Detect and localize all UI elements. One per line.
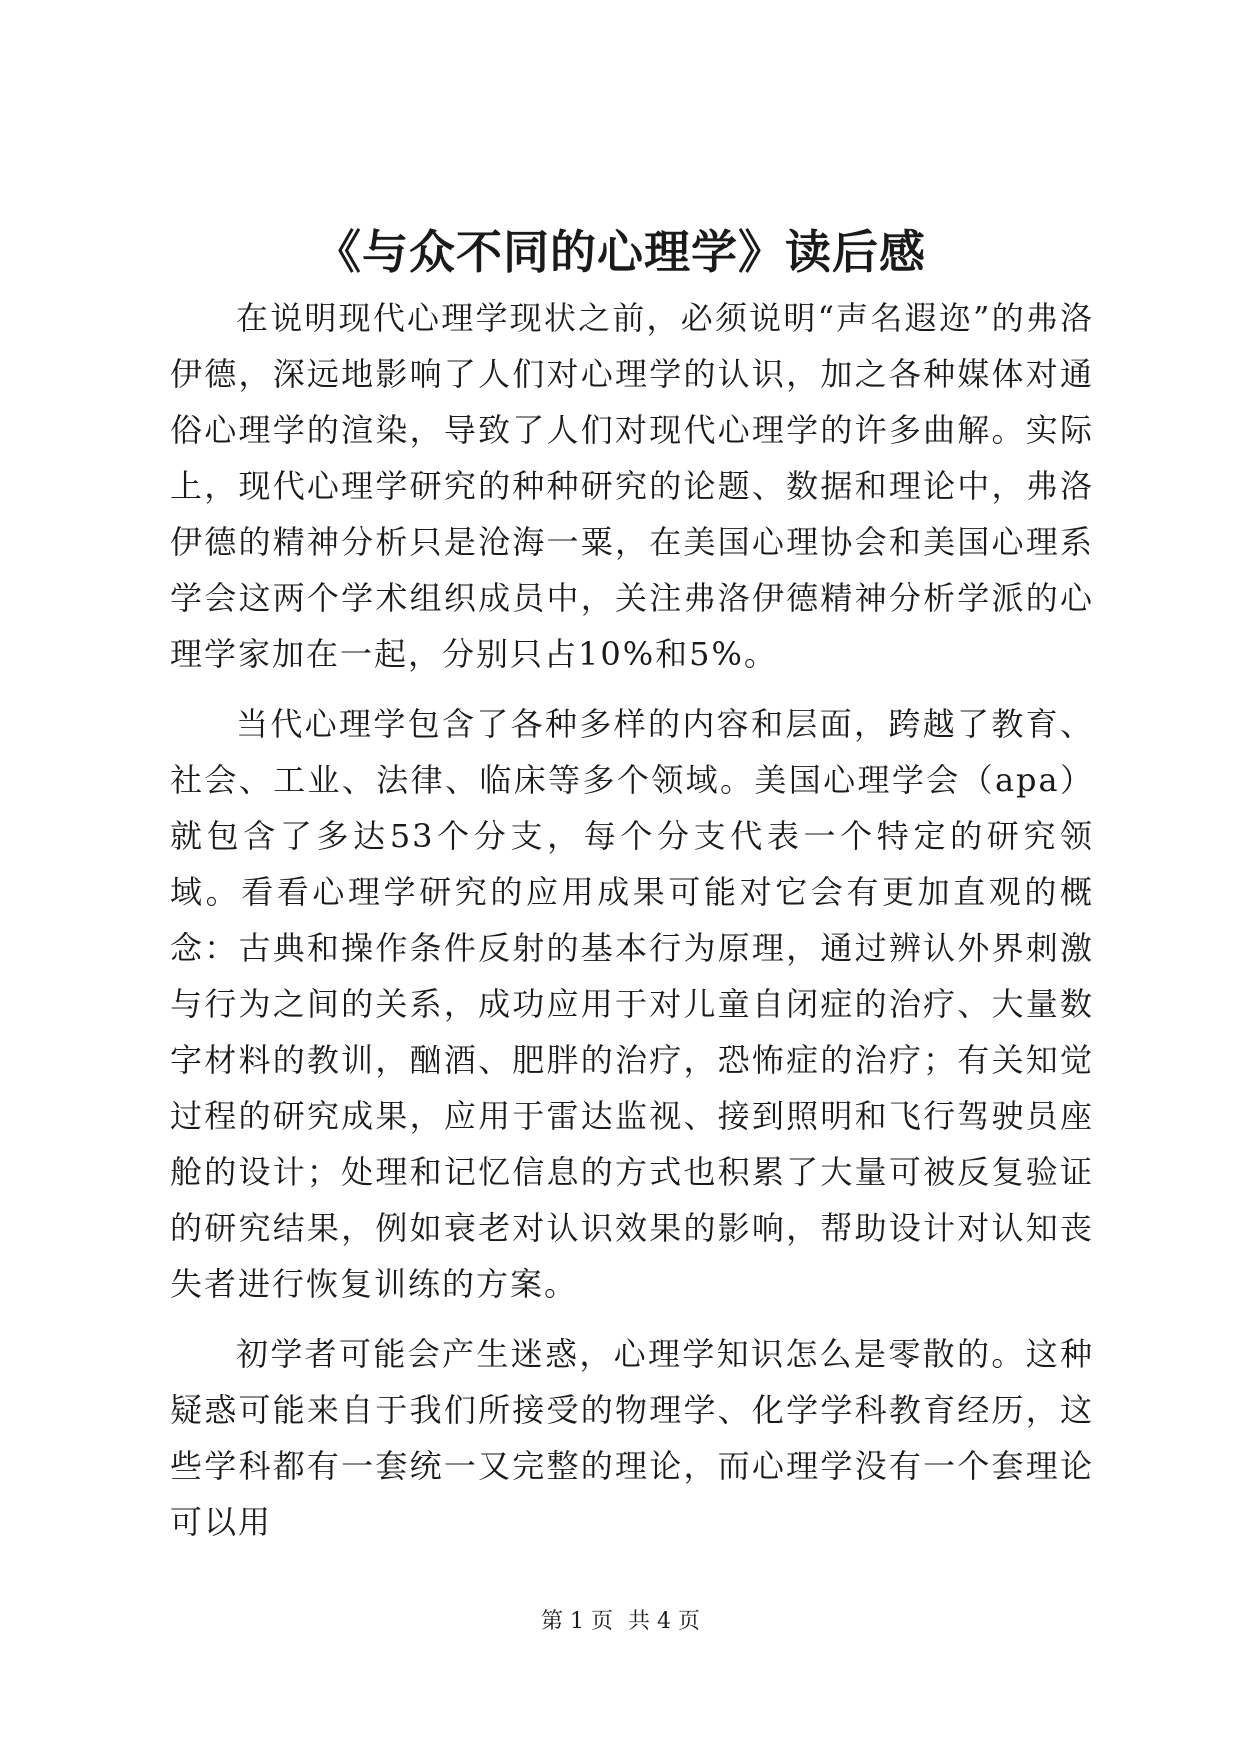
document-title: 《与众不同的心理学》读后感 bbox=[315, 225, 926, 279]
paragraph-1: 在说明现代心理学现状之前，必须说明“声名遐迩”的弗洛伊德，深远地影响了人们对心理学的认识，加之各种媒体对通俗心理学的渲染，导致了人们对现代心理学的许多曲解。实际上，现代心理学研究的种种研究的论题、数据和理论中，弗洛伊德的精神分析只是沧海一粟，在美国心理协会和美国心理系学会这两个学术组织成员中，关注弗洛伊德精神分析学派的心理学家加在一起，分别只占10%和5%。 bbox=[170, 299, 1094, 673]
page-total: 共 4 页 bbox=[628, 1609, 700, 1634]
document-body bbox=[170, 290, 1094, 1564]
paragraph-2: 当代心理学包含了各种多样的内容和层面，跨越了教育、社会、工业、法律、临床等多个领域。美国心理学会（apa）就包含了多达53个分支，每个分支代表一个特定的研究领域。看看心理学研究的应用成果可能对它会有更加直观的概念：古典和操作条件反射的基本行为原理，通过辨认外界刺激与行为之间的关系，成功应用于对儿童自闭症的治疗、大量数字材料的教训，酗酒、肥胖的治疗，恐怖症的治疗；有关知觉过程的研究成果，应用于雷达监视、接到照明和飞行驾驶员座舱的设计；处理和记忆信息的方式也积累了大量可被反复验证的研究结果，例如衰老对认识效果的影响，帮助设计对认知丧失者进行恢复训练的方案。 bbox=[170, 705, 1094, 1303]
paragraph-3: 初学者可能会产生迷惑，心理学知识怎么是零散的。这种疑惑可能来自于我们所接受的物理学、化学学科教育经历，这些学科都有一套统一又完整的理论，而心理学没有一个套理论可以用 bbox=[170, 1335, 1094, 1541]
page-footer bbox=[0, 1607, 1241, 1637]
page-number: 第 1 页 bbox=[541, 1609, 613, 1634]
